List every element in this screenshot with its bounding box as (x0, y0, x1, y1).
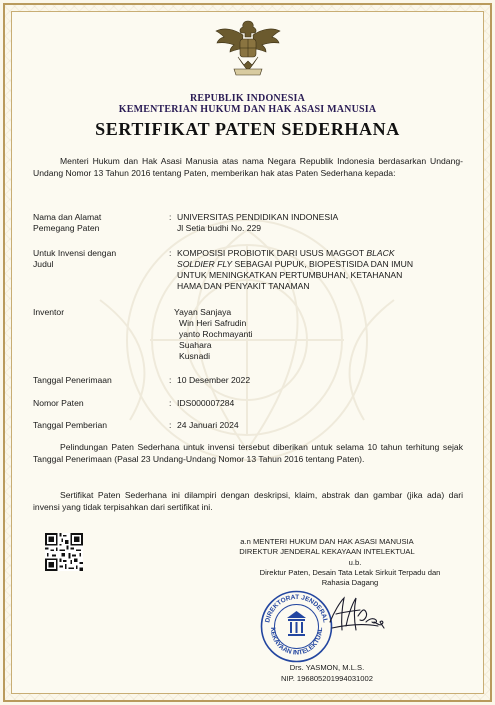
attachment-paragraph: Sertifikat Paten Sederhana ini dilampiri dengan deskripsi, klaim, abstrak dan gambar (jika ada) dari invensi yang tidak terpisahkan dari sertifikat ini. (33, 490, 463, 512)
intro-paragraph: Menteri Hukum dan Hak Asasi Manusia atas nama Negara Republik Indonesia berdasarkan Undang-Undang Nomor 13 Tahun 2016 tentang Paten, memberikan hak atas Paten Sederhana kepada: (33, 156, 463, 178)
invention-title-part2: SEBAGAI PUPUK, BIOPESTISIDA DAN IMUN UNTUK MENINGKATKAN PERTUMBUHAN, KETAHANAN HAMA DAN PENYAKIT TANAMAN (177, 259, 414, 291)
receipt-row (33, 375, 453, 387)
inventor-name: Suahara (179, 340, 212, 350)
inventor-name: yanto Rochmayanti (179, 329, 253, 339)
signatory-ub: u.b. (348, 558, 362, 567)
signatory-nip: NIP. 196805201994031002 (281, 674, 373, 683)
signatory-name: Drs. YASMON, M.L.S. (289, 663, 365, 672)
colon: : (169, 248, 172, 258)
svg-text:DIREKTORAT JENDERAL (264, 594, 328, 623)
patent-number-label: Nomor Paten (33, 398, 84, 408)
invention-label (33, 248, 168, 270)
grant-date: 24 Januari 2024 (177, 420, 239, 430)
invention-label-line2: Judul (33, 259, 54, 269)
certificate-title: SERTIFIKAT PATEN SEDERHANA (95, 119, 400, 139)
invention-title (177, 248, 429, 292)
holder-row (33, 212, 453, 236)
holder-address: Jl Setia budhi No. 229 (177, 223, 262, 233)
protection-paragraph: Pelindungan Paten Sederhana untuk invensi tersebut diberikan untuk selama 10 tahun terhitung sejak Tanggal Penerimaan (Pasal 23 Undang-Undang Nomor 13 Tahun 2016 tentang Paten). (33, 442, 463, 464)
holder-label-line2: Pemegang Paten (33, 223, 100, 233)
holder-label (33, 212, 168, 234)
colon: : (169, 398, 172, 408)
garuda-emblem-icon (212, 15, 284, 81)
signatory-line5: Rahasia Dagang (321, 578, 379, 587)
qr-code-icon (45, 533, 83, 571)
colon: : (169, 375, 172, 385)
inventor-name: Kusnadi (179, 351, 211, 361)
official-seal-icon (259, 589, 334, 664)
inventor-row (33, 307, 453, 363)
seal-top-text: DIREKTORAT JENDERAL (264, 593, 329, 624)
grant-label: Tanggal Pemberian (33, 420, 108, 430)
invention-title-italic: BLACK SOLDIER FLY (177, 248, 395, 269)
colon: : (169, 420, 172, 430)
signatory-line4: Direktur Paten, Desain Tata Letak Sirkuit Terpadu dan (259, 568, 441, 577)
inventor-label: Inventor (33, 307, 65, 317)
receipt-label: Tanggal Penerimaan (33, 375, 112, 385)
holder-value (177, 212, 429, 234)
handwritten-signature-icon (326, 592, 388, 636)
invention-row (33, 248, 453, 296)
patent-number: IDS000007284 (177, 398, 235, 408)
inventor-name: Win Heri Safrudin (179, 318, 247, 328)
holder-name: UNIVERSITAS PENDIDIKAN INDONESIA (177, 212, 339, 222)
signatory-line2: DIREKTUR JENDERAL KEKAYAAN INTELEKTUAL (239, 547, 415, 556)
republic-heading: REPUBLIK INDONESIA (189, 93, 305, 104)
inventor-list (174, 307, 426, 362)
grant-row (33, 420, 453, 432)
colon: : (169, 212, 172, 222)
invention-label-line1: Untuk Invensi dengan (33, 248, 117, 258)
holder-label-line1: Nama dan Alamat (33, 212, 102, 222)
ministry-heading: KEMENTERIAN HUKUM DAN HAK ASASI MANUSIA (118, 104, 377, 115)
patent-number-row (33, 398, 453, 410)
inventor-name: Yayan Sanjaya (174, 307, 232, 317)
invention-title-part1: KOMPOSISI PROBIOTIK DARI USUS MAGGOT (177, 248, 367, 258)
receipt-date: 10 Desember 2022 (177, 375, 251, 385)
seal-bottom-text: KEKAYAAN INTELEKTUAL (268, 627, 325, 657)
signatory-line1: a.n MENTERI HUKUM DAN HAK ASASI MANUSIA (240, 537, 414, 546)
